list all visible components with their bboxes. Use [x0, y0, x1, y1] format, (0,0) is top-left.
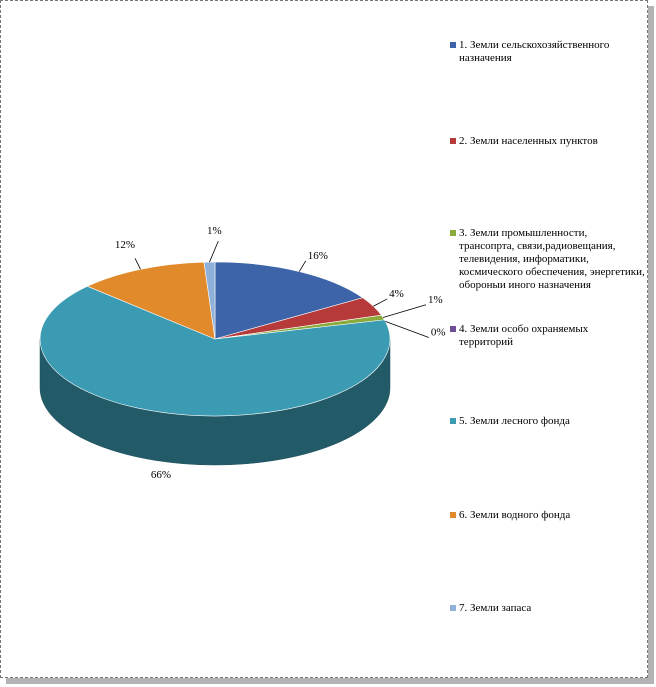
legend-swatch — [450, 42, 456, 48]
data-label-industry: 1% — [428, 293, 443, 306]
legend-label: 5. Земли лесного фонда — [459, 415, 570, 427]
leader-line-industry — [383, 305, 426, 318]
legend-item-agricultural — [450, 39, 645, 65]
leader-line-reserve — [210, 241, 219, 262]
leader-line-agricultural — [299, 261, 305, 272]
legend-label: 6. Земли водного фонда — [459, 509, 571, 521]
legend-swatch — [450, 418, 456, 424]
legend-label: 2. Земли населенных пунктов — [459, 135, 598, 147]
legend-item-forest — [450, 415, 645, 428]
data-label-forest: 66% — [150, 469, 171, 481]
leader-line-settlements — [373, 299, 387, 306]
legend-item-reserve — [450, 602, 645, 615]
data-label-agricultural: 16% — [307, 249, 328, 262]
leader-line-water — [135, 258, 140, 269]
legend-label: 1. Земли сельскохозяйственного назначения — [459, 39, 610, 64]
legend-swatch — [450, 138, 456, 144]
legend — [450, 39, 650, 639]
legend-swatch — [450, 605, 456, 611]
legend-item-settlements — [450, 135, 645, 148]
legend-item-protected — [450, 323, 645, 349]
legend-swatch — [450, 512, 456, 518]
data-label-reserve: 1% — [207, 225, 222, 237]
legend-swatch — [450, 230, 456, 236]
data-label-settlements: 4% — [389, 287, 404, 300]
legend-swatch — [450, 326, 456, 332]
data-label-protected: 0% — [430, 326, 446, 339]
legend-item-industry — [450, 227, 645, 292]
legend-label: 3. Земли промышленности, трансопрта, связи,радиовещания, телевидения, информатики, космического обеспечения, энергетики, обороныи иного назначения — [459, 227, 645, 291]
leader-line-protected — [385, 321, 428, 337]
legend-label: 4. Земли особо охраняемых территорий — [459, 323, 589, 348]
data-label-water: 12% — [114, 239, 135, 251]
pie-tops — [40, 262, 390, 416]
legend-item-water — [450, 509, 645, 522]
legend-label: 7. Земли запаса — [459, 602, 532, 614]
